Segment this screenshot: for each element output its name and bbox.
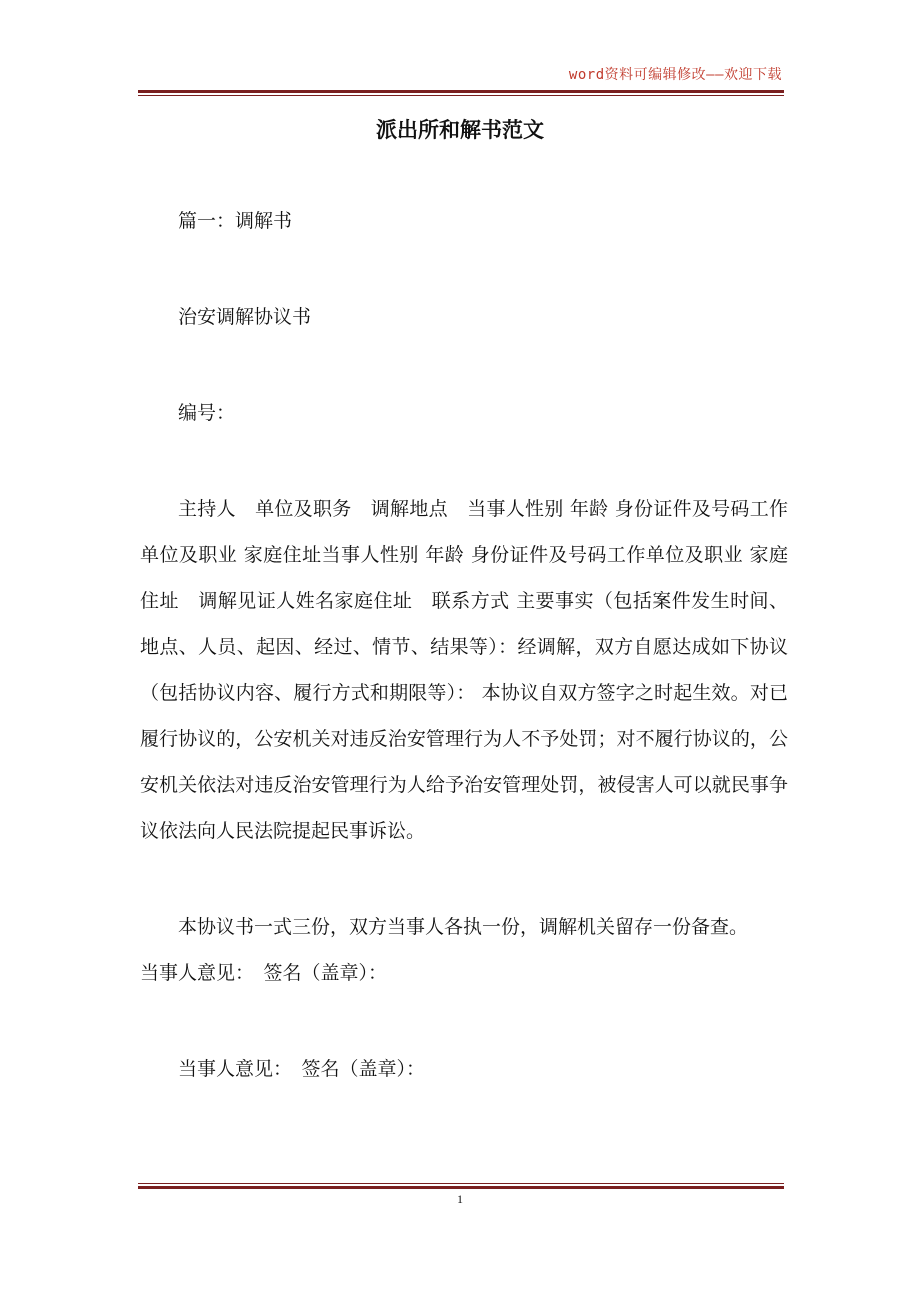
document-title: 派出所和解书范文 (376, 118, 544, 142)
section-heading: 篇一：调解书 (178, 210, 293, 232)
number-label: 编号： (178, 402, 236, 424)
agreement-subtitle: 治安调解协议书 (178, 306, 312, 328)
party-opinion-line: 当事人意见： 签名（盖章）： (178, 1058, 426, 1080)
footer-rule (138, 1183, 784, 1189)
body-paragraph: 主持人 单位及职务 调解地点 当事人性别 年龄 身份证件及号码工作单位及职业 家庭住址当事人性别 年龄 身份证件及号码工作单位及职业 家庭住址 调解见证人姓名家庭住址 联系方式 主要事实（包括案件发生时间、地点、人员、起因、经过、情节、结果等）：经调解，双方自愿达成如下协议（包括协议内容、履行方式和期限等）： 本协议自双方签字之时起生效。对已履行协议的，公安机关对违反治安管理行为人不予处罚；对不履行协议的，公安机关依法对违反治安管理行为人给予治安管理处罚，被侵害人可以就民事争议依法向人民法院提起民事诉讼。 (140, 498, 788, 842)
page-number: 1 (457, 1192, 463, 1206)
copies-line: 本协议书一式三份，双方当事人各执一份，调解机关留存一份备查。 (178, 916, 749, 938)
header-rule (138, 90, 784, 96)
party-opinion-line: 当事人意见： 签名（盖章）： (140, 962, 388, 984)
document-body (140, 198, 788, 1092)
header-banner: word资料可编辑修改——欢迎下载 (568, 67, 782, 83)
